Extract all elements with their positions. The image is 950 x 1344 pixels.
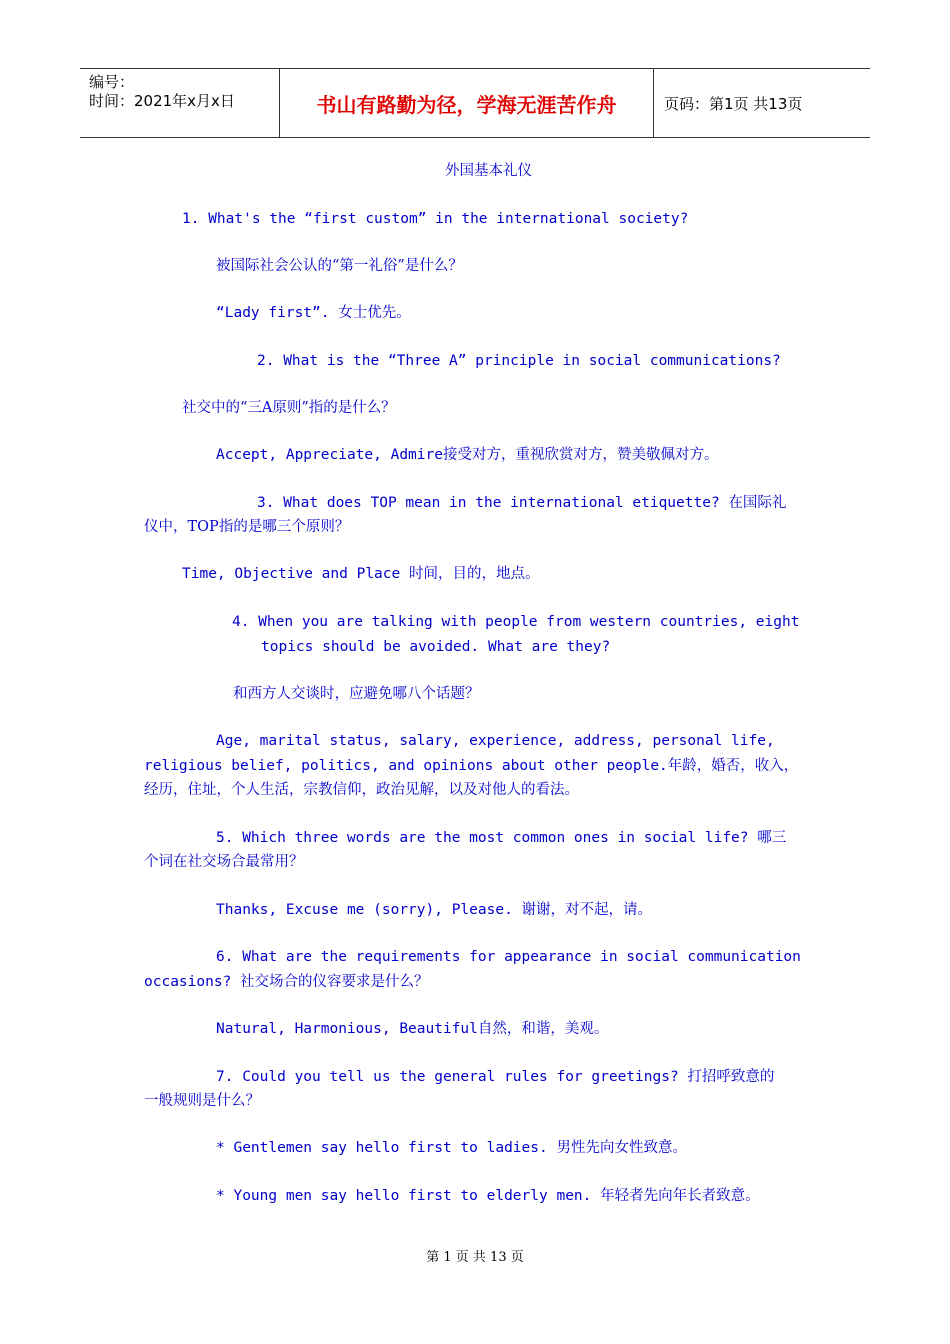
question-2: 2. What is the “Three A” principle in social communications? <box>257 353 781 369</box>
page-header <box>80 68 870 138</box>
answer-4-line-1: Age, marital status, salary, experience, address, personal life, <box>216 733 775 749</box>
question-4: 4. When you are talking with people from western countries, eight <box>232 614 800 630</box>
header-motto: 书山有路勤为径，学海无涯苦作舟 <box>280 69 654 137</box>
answer-3: Time, Objective and Place 时间，目的，地点。 <box>182 566 540 582</box>
number-label: 编号： <box>89 73 135 91</box>
question-2-zh: 社交中的“三A原则”指的是什么？ <box>182 400 396 416</box>
question-3: 3. What does TOP mean in the international etiquette? 在国际礼 <box>257 495 787 511</box>
question-1-zh: 被国际社会公认的“第一礼俗”是什么？ <box>216 258 463 274</box>
answer-4-line-2: religious belief, politics, and opinions about other people.年龄，婚否，收入， <box>144 758 799 774</box>
answer-1: “Lady first”. 女士优先。 <box>216 305 411 321</box>
question-6-cont: occasions? 社交场合的仪容要求是什么？ <box>144 974 429 990</box>
question-4-zh: 和西方人交谈时，应避免哪八个话题？ <box>233 686 480 702</box>
question-5-cont: 个词在社交场合最常用？ <box>144 854 304 870</box>
question-5: 5. Which three words are the most common ones in social life? 哪三 <box>216 830 787 846</box>
answer-6: Natural, Harmonious, Beautiful自然，和谐，美观。 <box>216 1021 609 1037</box>
question-7: 7. Could you tell us the general rules for greetings? 打招呼致意的 <box>216 1069 775 1085</box>
doc-title: 外国基本礼仪 <box>445 163 532 179</box>
answer-7-item-2: * Young men say hello first to elderly men. 年轻者先向年长者致意。 <box>216 1188 760 1204</box>
header-meta <box>80 69 280 137</box>
answer-7-item-1: * Gentlemen say hello first to ladies. 男性先向女性致意。 <box>216 1140 687 1156</box>
header-page-label: 页码：第1页 共13页 <box>664 94 803 113</box>
answer-5: Thanks, Excuse me (sorry), Please. 谢谢，对不起，请。 <box>216 902 653 918</box>
answer-4-line-3: 经历，住址，个人生活，宗教信仰，政治见解，以及对他人的看法。 <box>144 782 579 798</box>
answer-2: Accept, Appreciate, Admire接受对方，重视欣赏对方，赞美敬佩对方。 <box>216 447 719 463</box>
question-6: 6. What are the requirements for appearance in social communication <box>216 949 801 965</box>
page-footer: 第 1 页 共 13 页 <box>426 1250 524 1265</box>
question-7-cont: 一般规则是什么？ <box>144 1093 260 1109</box>
date-label: 时间：2021年x月x日 <box>89 92 235 110</box>
question-1: 1. What's the “first custom” in the international society? <box>182 211 689 227</box>
question-3-cont: 仪中，TOP指的是哪三个原则？ <box>144 519 350 535</box>
question-4-cont: topics should be avoided. What are they? <box>261 639 611 655</box>
